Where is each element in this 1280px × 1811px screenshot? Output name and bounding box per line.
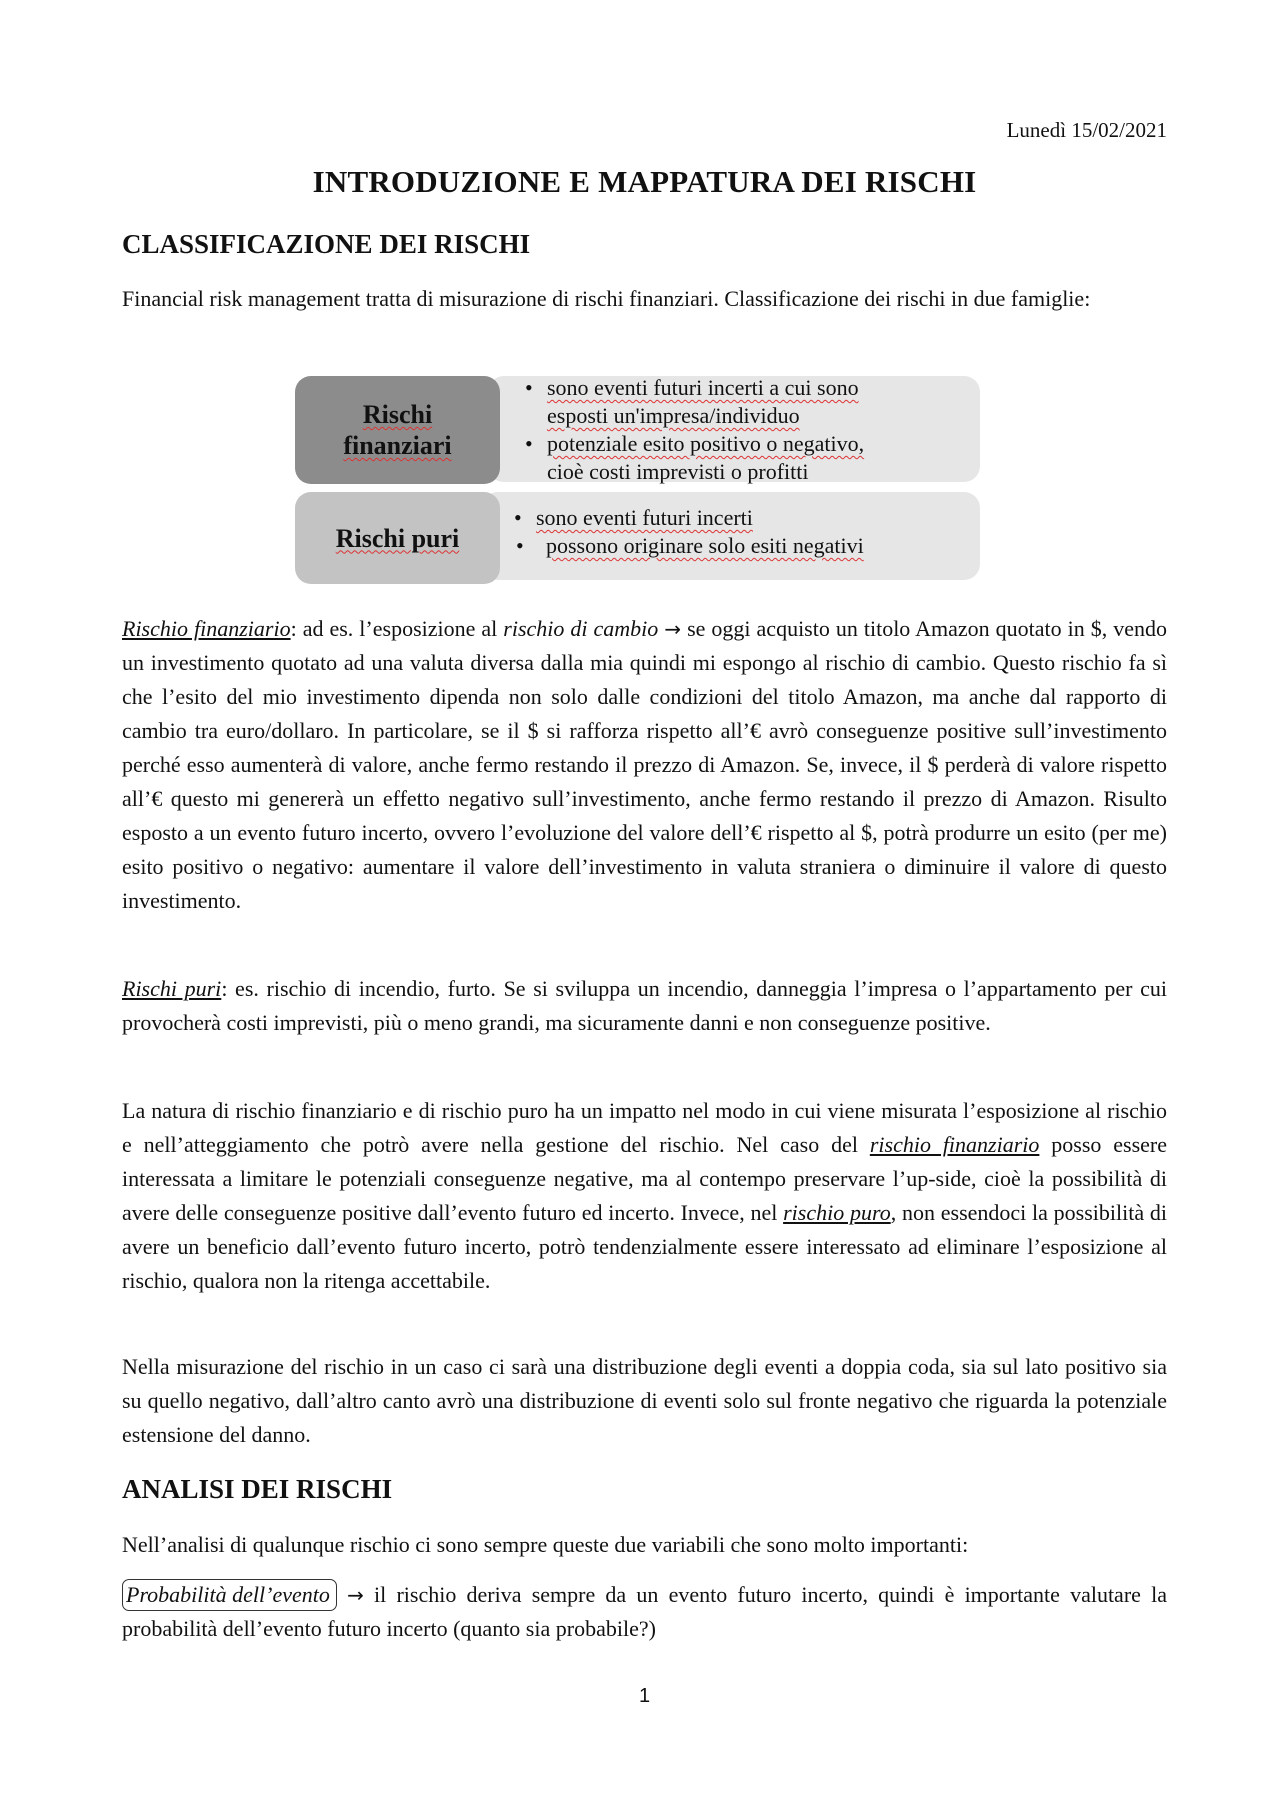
document-title: INTRODUZIONE E MAPPATURA DEI RISCHI xyxy=(312,164,977,199)
pure-bullet-2: • possono originare solo esiti negativi xyxy=(514,532,864,560)
risk-classification-diagram xyxy=(295,374,1115,589)
intro-paragraph: Financial risk management tratta di misurazione di rischi finanziari. Classificazione dei rischi in due famiglie: xyxy=(122,286,1091,311)
financial-bullet-2: • potenziale esito positivo o negativo, cioè costi imprevisti o profitti xyxy=(525,430,864,486)
arrow-right-icon: → xyxy=(664,617,682,641)
arrow-right-icon: → xyxy=(347,1583,364,1607)
paragraph-measurement: Nella misurazione del rischio in un caso ci sarà una distribuzione degli eventi a doppia coda, sia sul lato positivo sia su quello negativo, dall’altro canto avrò una distribuzione di eventi solo sul fronte negativo che riguarda la potenziale estensione del danno. xyxy=(122,1354,1167,1447)
pure-risk-description xyxy=(482,492,980,580)
paragraph-comparison: La natura di rischio finanziario e di rischio puro ha un impatto nel modo in cui viene misurata l’esposizione al rischio e nell’atteggiamento che potrò avere nella gestione del rischio. Nel caso del rischio finanziario posso essere interessata a limitare le potenziali conseguenze negative, ma al contempo preservare l’up-side, cioè la possibilità di avere delle conseguenze positive dall’evento futuro ed incerto. Invece, nel rischio puro, non essendoci la possibilità di avere un beneficio dall’evento futuro incerto, potrò tendenzialmente essere interessato ad eliminare l’esposizione al rischio, qualora non la ritenga accettabile. xyxy=(122,1098,1168,1293)
pure-bullet-1: • sono eventi futuri incerti xyxy=(514,504,864,532)
paragraph-probability: Probabilità dell’evento → il rischio deriva sempre da un evento futuro incerto, quindi è importante valutare la probabilità dell’evento futuro incerto (quanto sia probabile?) xyxy=(122,1578,1167,1646)
financial-risk-description xyxy=(488,376,980,482)
paragraph-financial-risk: Rischio finanziario: ad es. l’esposizione al rischio di cambio → se oggi acquisto un titolo Amazon quotato in $, vendo un investimento quotato ad una valuta diversa dalla mia quindi mi espongo al rischio di cambio. Questo rischio fa sì che l’esito del mio investimento dipenda non solo dalle condizioni del titolo Amazon, ma anche dal rapporto di cambio tra euro/dollaro. In particolare, se il $ si rafforza rispetto all’€ avrò conseguenze positive sull’investimento perché esso aumenterà di valore, anche fermo restando il prezzo di Amazon. Se, invece, il $ perderà di valore rispetto all’€ questo mi genererà un effetto negativo sull’investimento, anche fermo restando il prezzo di Amazon. Risulto esposto a un evento futuro incerto, ovvero l’evoluzione del valore dell’€ rispetto al $, potrà produrre un esito (per me) esito positivo o negativo: aumentare il valore dell’investimento in valuta straniera o diminuire il valore di questo investimento. xyxy=(122,616,1168,913)
page-number: 1 xyxy=(638,1685,651,1707)
section-heading-analisi: ANALISI DEI RISCHI xyxy=(122,1474,393,1504)
pure-risk-label: Rischi puri xyxy=(295,492,500,584)
analysis-intro-paragraph: Nell’analisi di qualunque rischio ci sono sempre queste due variabili che sono molto importanti: xyxy=(122,1532,969,1557)
paragraph-pure-risk: Rischi puri: es. rischio di incendio, furto. Se si sviluppa un incendio, danneggia l’impresa o l’appartamento per cui provocherà costi imprevisti, più o meno grandi, ma sicuramente danni e non conseguenze positive. xyxy=(122,976,1167,1035)
probability-boxed-term: Probabilità dell’evento xyxy=(122,1579,337,1611)
financial-risk-label: Rischi finanziari xyxy=(295,376,500,484)
financial-bullet-1: • sono eventi futuri incerti a cui sono esposti un'impresa/individuo xyxy=(525,374,864,430)
date: Lunedì 15/02/2021 xyxy=(1006,118,1167,142)
section-heading-classificazione: CLASSIFICAZIONE DEI RISCHI xyxy=(122,229,531,259)
